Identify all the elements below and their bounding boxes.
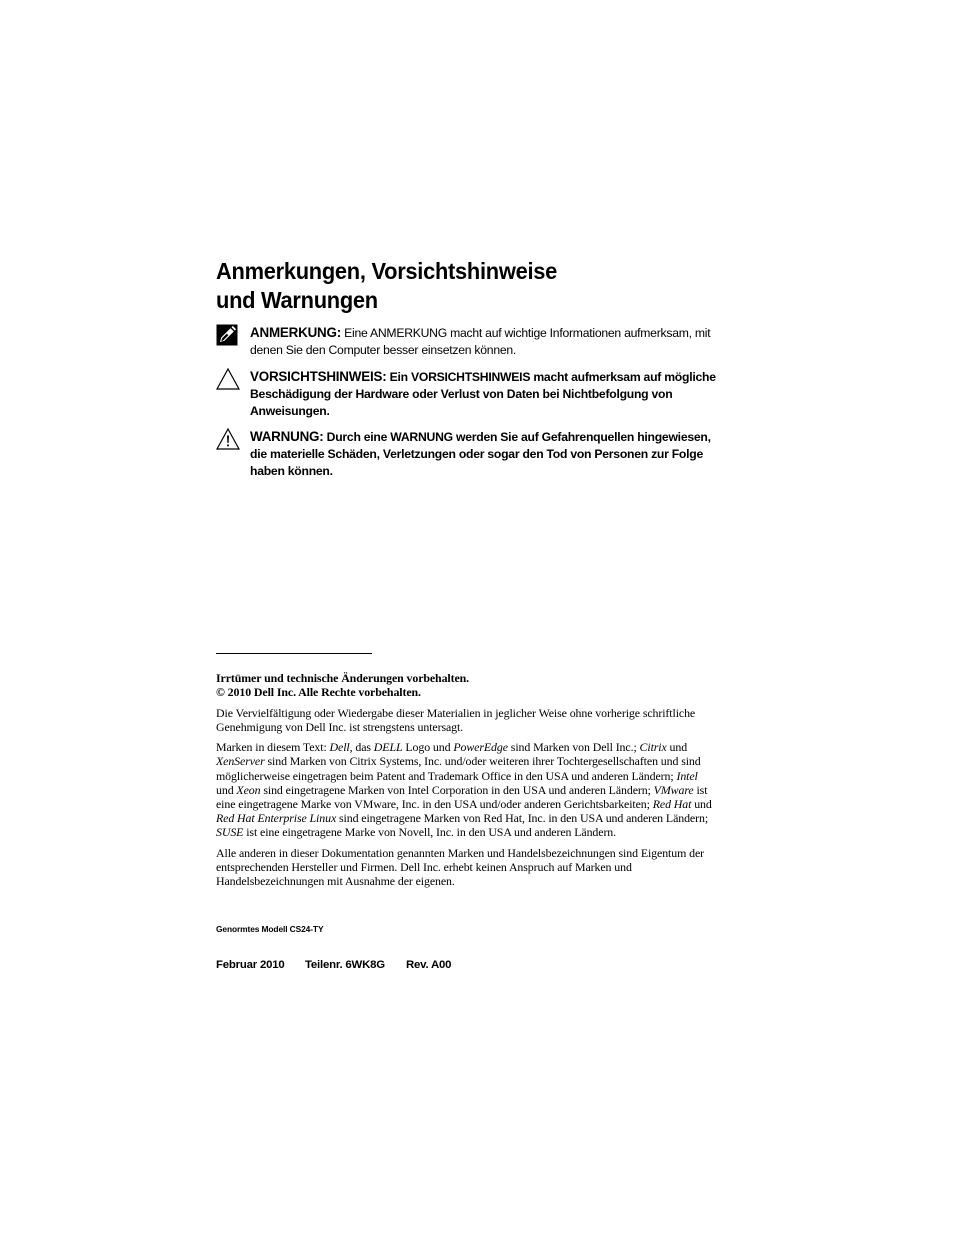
triangle-caution-icon	[216, 368, 240, 395]
pencil-note-icon	[216, 324, 238, 351]
warning-notice	[216, 428, 726, 481]
tm-text: und	[691, 796, 712, 811]
publication-date: Februar 2010	[216, 959, 285, 971]
tm-text: und	[666, 740, 688, 755]
note-label: ANMERKUNG:	[250, 325, 341, 340]
warning-label: WARNUNG:	[250, 429, 324, 444]
errata-line: Irrtümer und technische Änderungen vorbehalten.	[216, 671, 470, 685]
tm-xenserver: XenServer	[216, 754, 265, 769]
note-text: Eine ANMERKUNG macht auf wichtige Informationen aufmerksam, mit denen Sie den Computer besser einsetzen können.	[250, 326, 711, 358]
revision: Rev. A00	[406, 959, 452, 971]
tm-text: ist eine eingetragene Marke von VMware, Inc. in den USA und/oder anderen Gerichtsbarkeiten;	[216, 782, 708, 811]
tm-rhel: Red Hat Enterprise Linux	[216, 810, 337, 825]
copyright-line: © 2010 Dell Inc. Alle Rechte vorbehalten.	[216, 685, 421, 700]
tm-text: , das	[349, 740, 374, 755]
tm-poweredge: PowerEdge	[453, 740, 508, 755]
warning-text: Durch eine WARNUNG werden Sie auf Gefahrenquellen hingewiesen, die materielle Schäden, Verletzungen oder sogar den Tod von Personen zur Folge haben können.	[250, 430, 711, 479]
tm-text: Logo und	[402, 740, 454, 755]
part-number: Teilenr. 6WK8G	[305, 959, 385, 971]
tm-text: sind Marken von Dell Inc.;	[507, 740, 640, 755]
tm-vmware: VMware	[653, 782, 694, 797]
page-title-line-1: Anmerkungen, Vorsichtshinweise	[216, 258, 557, 284]
tm-citrix: Citrix	[639, 740, 667, 755]
caution-label: VORSICHTSHINWEIS:	[250, 369, 387, 384]
caution-notice	[216, 368, 726, 421]
copyright-block	[216, 671, 716, 699]
tm-xeon: Xeon	[236, 782, 261, 797]
tm-dell-logo: DELL	[373, 740, 403, 755]
tm-dell: Dell	[329, 740, 350, 755]
tm-text: sind eingetragene Marken von Intel Corporation in den USA und anderen Ländern;	[260, 782, 654, 797]
reproduction-paragraph: Die Vervielfältigung oder Wiedergabe dieser Materialien in jeglicher Weise ohne vorherige schriftliche Genehmigung von Dell Inc. ist strengstens untersagt.	[216, 705, 696, 734]
footnote-divider	[216, 653, 372, 654]
publication-info	[216, 959, 451, 971]
legal-notice	[216, 671, 716, 894]
tm-suse: SUSE	[216, 824, 244, 839]
tm-text: Marken in diesem Text:	[216, 740, 330, 755]
regulatory-model: Genormtes Modell CS24-TY	[216, 924, 324, 934]
tm-text: sind Marken von Citrix Systems, Inc. und/oder weiteren ihrer Tochtergesellschaften und sind möglicherweise eingetragen beim Patent and Trademark Office in den USA und anderen Ländern;	[216, 754, 701, 783]
page-title	[216, 257, 700, 315]
trademarks-paragraph	[216, 740, 716, 839]
caution-text: Ein VORSICHTSHINWEIS macht aufmerksam auf mögliche Beschädigung der Hardware oder Verlust von Daten bei Nichtbefolgung von Anweisungen.	[250, 370, 716, 419]
other-trademarks-paragraph: Alle anderen in dieser Dokumentation genannten Marken und Handelsbezeichnungen sind Eigentum der entsprechenden Hersteller und Firmen. Dell Inc. erhebt keinen Anspruch auf Marken und Handelsbezeichnungen mit Ausnahme der eigenen.	[216, 845, 705, 888]
note-notice	[216, 324, 726, 359]
tm-text: und	[216, 782, 237, 797]
triangle-warning-icon	[216, 428, 240, 455]
tm-text: ist eine eingetragene Marke von Novell, Inc. in den USA und anderen Ländern.	[243, 824, 617, 839]
tm-text: sind eingetragene Marken von Red Hat, Inc. in den USA und anderen Ländern;	[336, 810, 709, 825]
tm-intel: Intel	[676, 768, 698, 783]
tm-redhat: Red Hat	[652, 796, 692, 811]
page-title-line-2: und Warnungen	[216, 287, 378, 313]
